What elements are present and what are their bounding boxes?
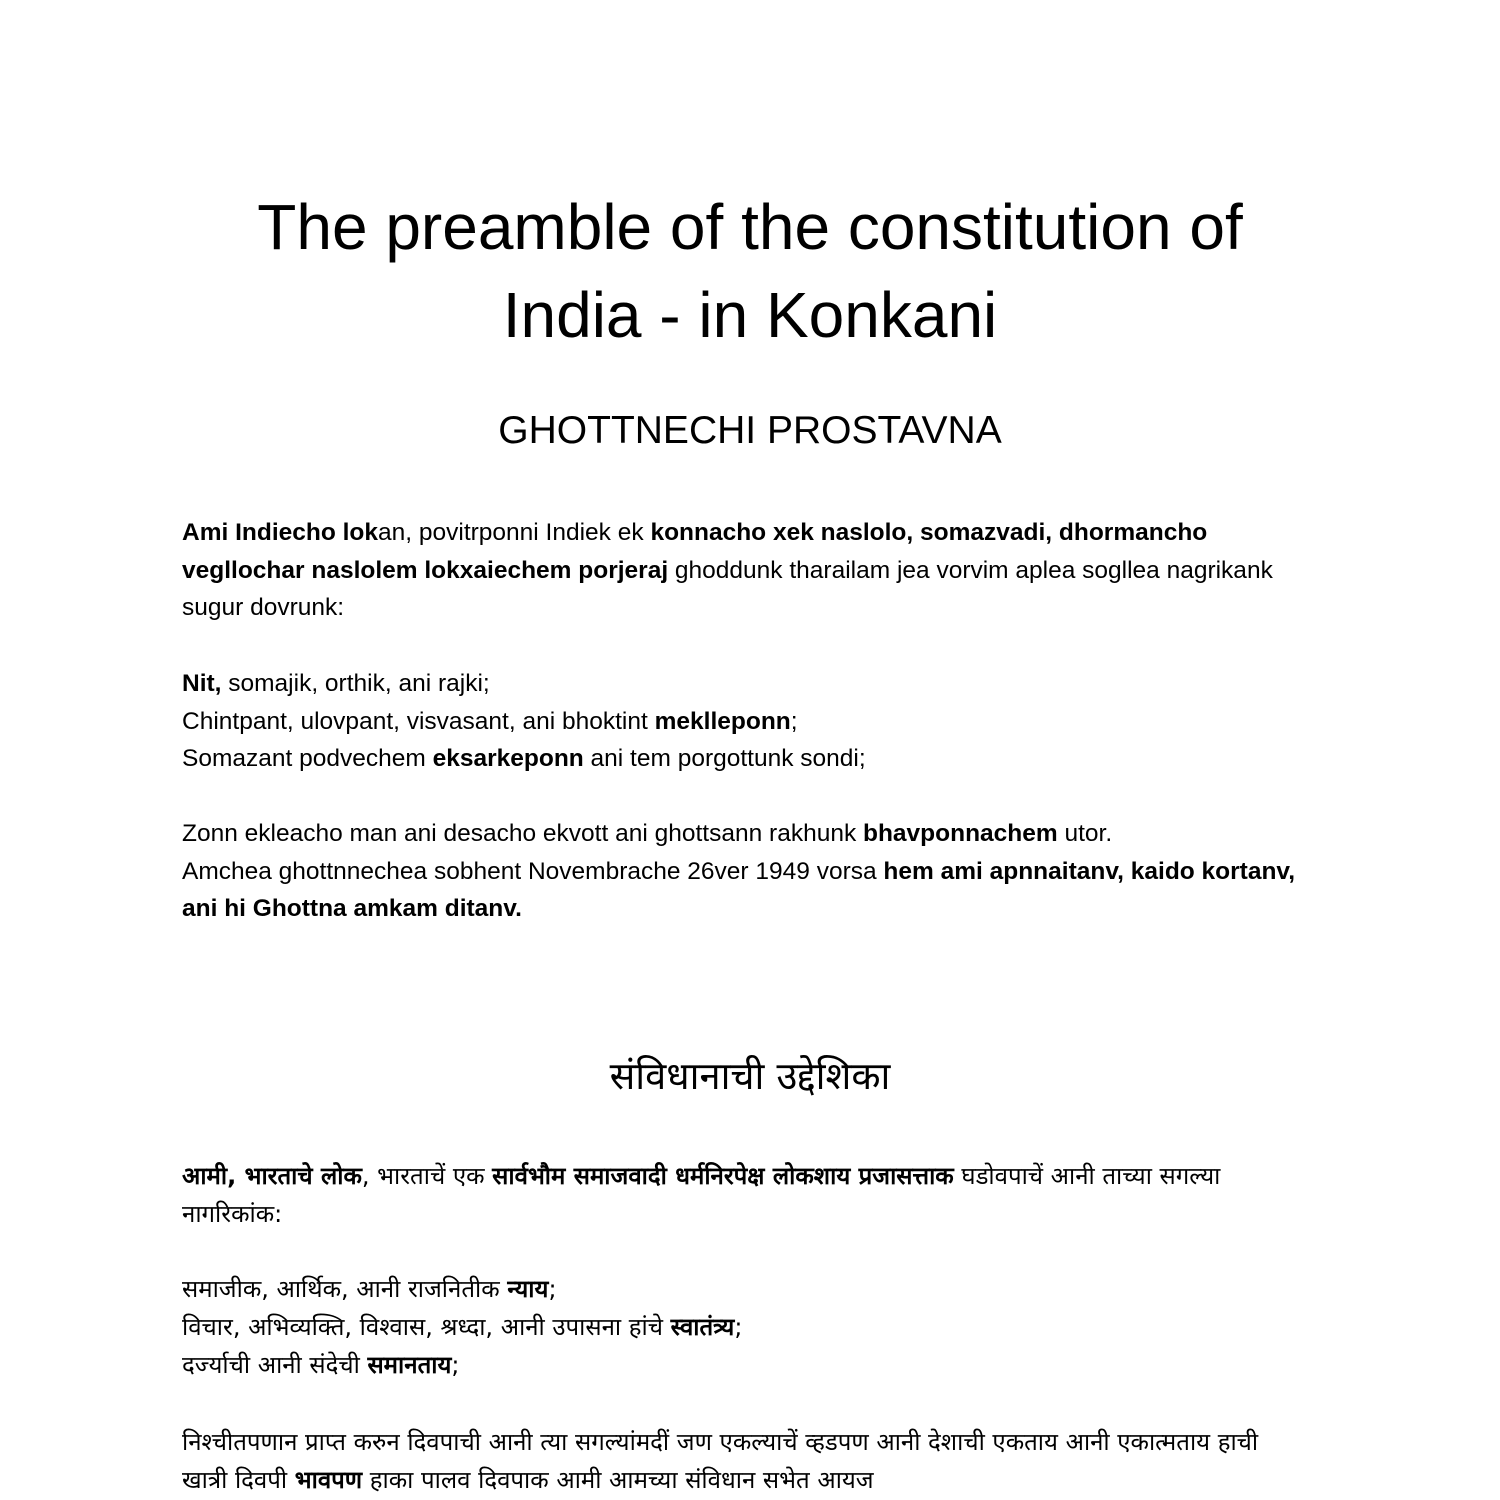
bold-text: bhavponnachem xyxy=(863,820,1058,847)
romi-paragraph-closing xyxy=(182,815,1312,928)
text: ; xyxy=(451,1351,460,1379)
romi-paragraph-values xyxy=(182,665,1312,778)
title-line-2: India - in Konkani xyxy=(502,279,998,351)
bold-text: hem ami apnnaitanv, kaido kortanv, ani hi Ghottna amkam ditanv. xyxy=(182,857,1296,923)
text: ani tem porgottunk sondi; xyxy=(583,745,866,773)
bold-text: आमी, भारताचे लोक xyxy=(182,1162,362,1190)
text: ; xyxy=(734,1313,743,1341)
bold-text: भावपण xyxy=(294,1466,363,1494)
bold-text: Nit, xyxy=(182,670,222,697)
text: ; xyxy=(548,1275,557,1303)
bold-text: Ami Indiecho lok xyxy=(182,519,379,546)
section-heading-romi: GHOTTNECHI PROSTAVNA xyxy=(498,409,1002,452)
text: Amchea ghottnnechea sobhent Novembrache 26ver 1949 vorsa xyxy=(182,857,884,885)
text: ghoddunk tharailam jea vorvim aplea sogllea nagrikank sugur dovrunk: xyxy=(182,556,1273,622)
text: हाका पालव दिवपाक आमी आमच्या संविधान सभेत आयज xyxy=(362,1466,874,1494)
bold-text: eksarkeponn xyxy=(432,745,584,773)
bold-text: सार्वभौम समाजवादी धर्मनिरपेक्ष लोकशाय प्रजासत्ताक xyxy=(492,1162,954,1190)
bold-text: meklleponn xyxy=(654,707,791,735)
text: an, povitrponni Indiek ek xyxy=(378,519,651,546)
title-line-1: The preamble of the constitution of xyxy=(257,191,1243,263)
bold-text: न्याय xyxy=(507,1275,549,1303)
devanagari-paragraph-intro xyxy=(182,1157,1302,1233)
text: समाजीक, आर्थिक, आनी राजनितीक xyxy=(182,1275,508,1303)
bold-text: समानताय xyxy=(367,1351,452,1379)
bold-text: स्वातंत्र्य xyxy=(670,1313,735,1341)
text: , भारताचें एक xyxy=(361,1162,493,1190)
text: Somazant podvechem xyxy=(182,745,433,773)
devanagari-paragraph-values xyxy=(182,1270,1302,1384)
romi-paragraph-intro xyxy=(182,514,1312,627)
text: Chintpant, ulovpant, visvasant, ani bhoktint xyxy=(182,707,655,735)
text: घडोवपाचें आनी ताच्या सगल्या नागरिकांक: xyxy=(182,1162,1221,1228)
document-title xyxy=(150,183,1350,359)
text: somajik, orthik, ani rajki; xyxy=(221,670,490,697)
text: utor. xyxy=(1057,820,1113,847)
section-heading-devanagari: संविधानाची उद्देशिका xyxy=(609,1054,891,1098)
devanagari-paragraph-closing xyxy=(182,1423,1302,1499)
text: ; xyxy=(790,707,798,735)
text: विचार, अभिव्यक्ति, विश्वास, श्रध्दा, आनी उपासना हांचे xyxy=(182,1313,671,1341)
text: निश्चीतपणान प्राप्त करुन दिवपाची आनी त्या सगल्यांमदीं जण एकल्याचें व्हडपण आनी देशाची एकताय आनी एकात्मताय हाची खात्री दिवपी xyxy=(182,1428,1259,1494)
bold-text: konnacho xek naslolo, somazvadi, dhormancho vegllochar naslolem lokxaiechem porjeraj xyxy=(182,519,1208,584)
text: दर्ज्याची आनी संदेची xyxy=(182,1351,368,1379)
text: Zonn ekleacho man ani desacho ekvott ani ghottsann rakhunk xyxy=(182,820,863,847)
